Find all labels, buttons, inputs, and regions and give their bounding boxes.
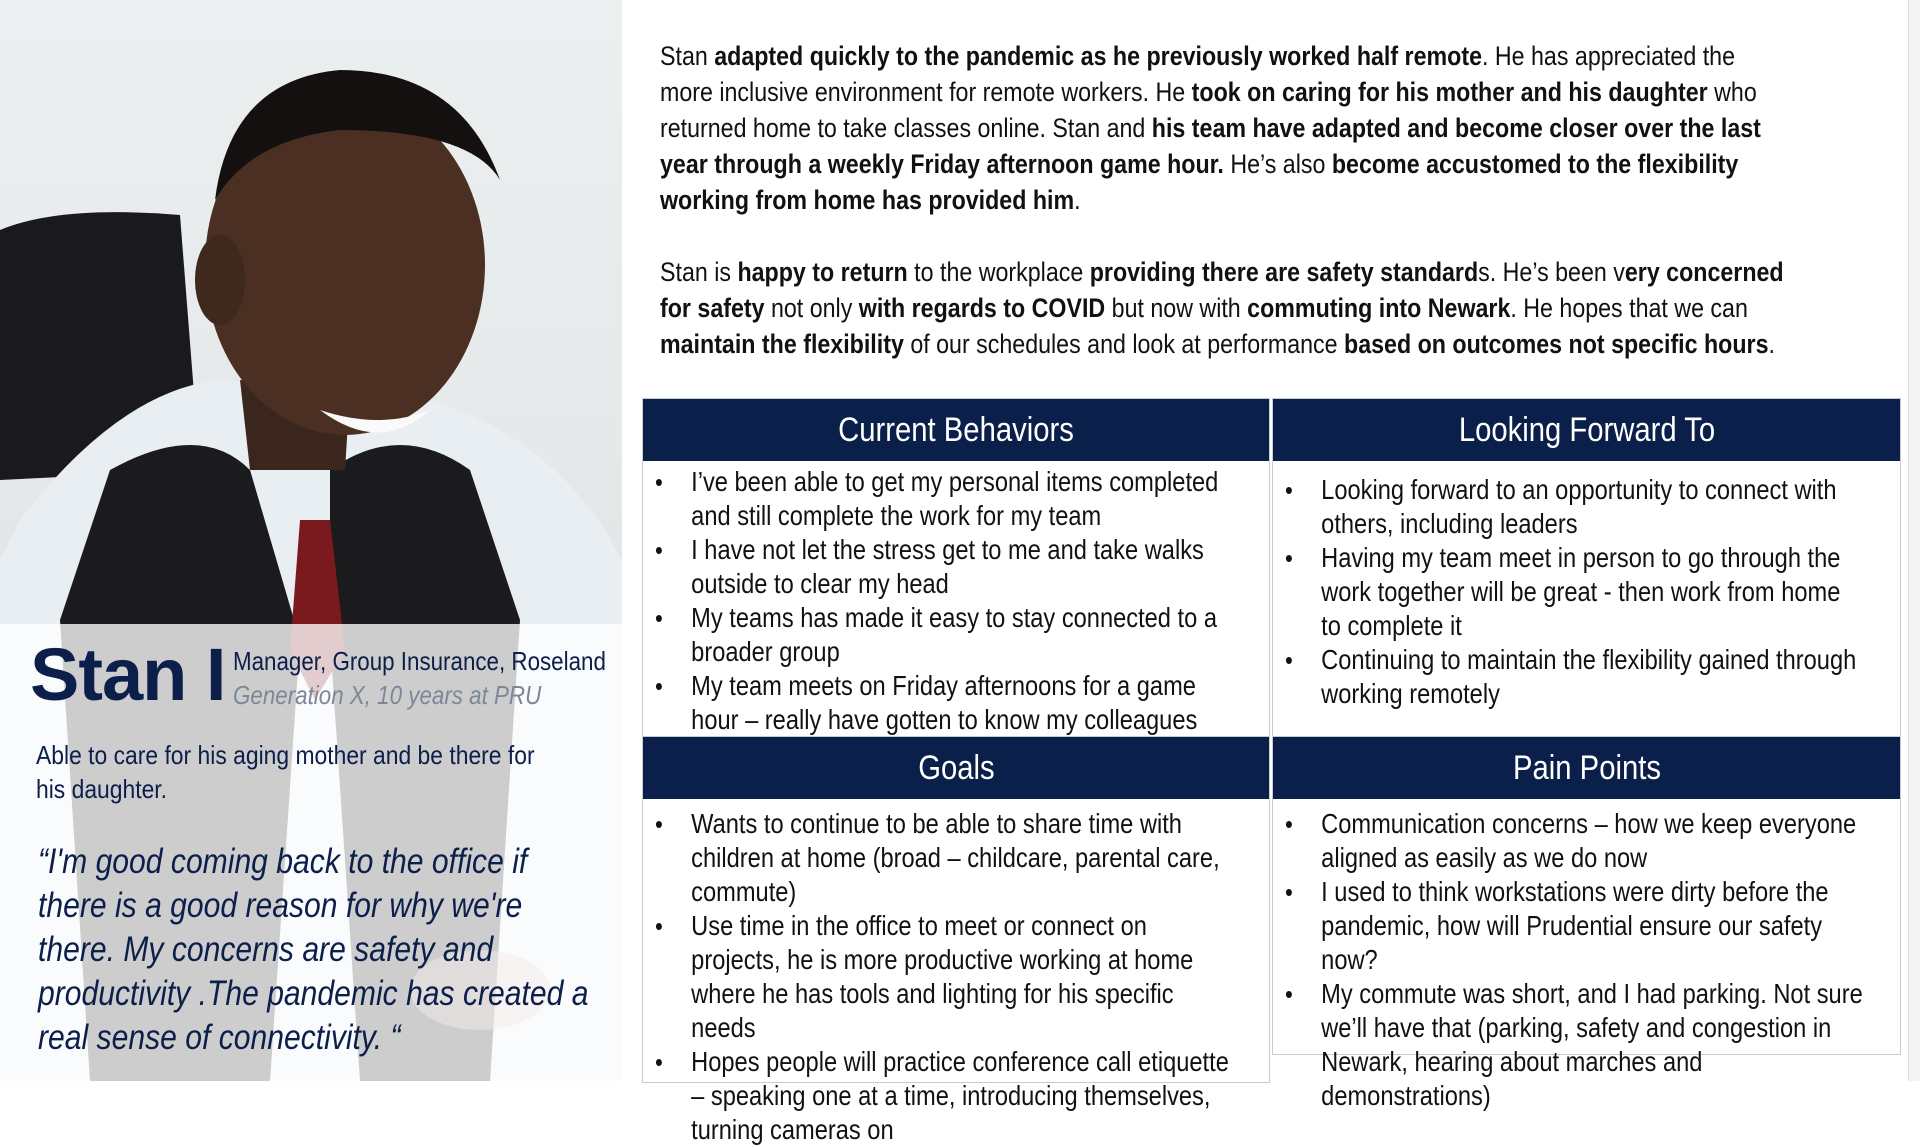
bullet-list	[643, 799, 1236, 1147]
story-text: but now with	[1105, 293, 1248, 323]
story-emphasis: maintain the flexibility	[660, 329, 904, 359]
bullet-item: • Hopes people will practice conference call etiquette – speaking one at a time, introducing themselves, turning cameras on	[643, 1045, 1236, 1147]
goals-section	[642, 736, 1270, 1145]
persona-sections-grid	[642, 398, 1899, 1145]
persona-ability: Able to care for his aging mother and be there for his daughter.	[36, 740, 535, 804]
bullet-list	[643, 461, 1236, 771]
window-scrollbar[interactable]	[1908, 0, 1920, 1081]
looking-forward-section	[1272, 398, 1901, 738]
story-emphasis: his team have adapted and become closer over the last year through a weekly Friday afternoon game hour.	[660, 113, 1761, 179]
persona-generation: Generation X, 10 years at PRU	[233, 680, 542, 710]
bullet-item: • I used to think workstations were dirty before the pandemic, how will Prudential ensure our safety now?	[1273, 875, 1866, 977]
section-header: Looking Forward To	[1273, 399, 1900, 461]
story-text: He’s also	[1223, 149, 1332, 179]
story-emphasis: based on outcomes not specific hours	[1344, 329, 1769, 359]
story-text: .	[1074, 185, 1081, 215]
story-emphasis: ery concerned for safety	[660, 257, 1784, 323]
section-header: Current Behaviors	[643, 399, 1269, 461]
bullet-item: • Use time in the office to meet or connect on projects, he is more productive working at home where he has tools and lighting for his specific needs	[643, 909, 1236, 1045]
persona-role: Manager, Group Insurance, Roseland	[233, 646, 606, 676]
story-text: who returned home to take classes online. Stan and	[660, 77, 1757, 143]
story-emphasis: with regards to COVID	[858, 293, 1106, 323]
bullet-item: • Having my team meet in person to go through the work together will be great - then work from home to complete it	[1273, 541, 1866, 643]
story-emphasis: took on caring for his mother and his daughter	[1191, 77, 1708, 107]
story-emphasis: adapted quickly to the pandemic as he previously worked half remote	[714, 41, 1482, 71]
story-paragraph-1	[660, 38, 1787, 218]
story-text: not only	[764, 293, 859, 323]
section-header: Goals	[643, 737, 1269, 799]
pain-points-section	[1272, 736, 1901, 1111]
story-text: . He has appreciated the more inclusive environment for remote workers. He	[660, 41, 1735, 107]
story-text: . He hopes that we can	[1510, 293, 1748, 323]
story-text: Stan	[660, 41, 715, 71]
bullet-item: • My team meets on Friday afternoons for a game hour – really have gotten to know my colleagues	[643, 669, 1236, 771]
bullet-item: • Communication concerns – how we keep everyone aligned as easily as we do now	[1273, 807, 1866, 875]
story-emphasis: providing there are safety standard	[1089, 257, 1479, 287]
bullet-item: • My teams has made it easy to stay connected to a broader group	[643, 601, 1236, 669]
story-text: .	[1768, 329, 1775, 359]
story-text: Stan is	[660, 257, 738, 287]
bullet-list	[1273, 799, 1866, 1113]
bullet-item: • Wants to continue to be able to share time with children at home (broad – childcare, parental care, commute)	[643, 807, 1236, 909]
bullet-item: • I’ve been able to get my personal items completed and still complete the work for my team	[643, 465, 1236, 533]
story-emphasis: happy to return	[737, 257, 908, 287]
story-text: s. He’s been v	[1478, 257, 1625, 287]
persona-name: Stan I	[30, 633, 226, 716]
story-paragraph-2	[660, 254, 1787, 362]
current-behaviors-section	[642, 398, 1270, 738]
bullet-item: • My commute was short, and I had parking. Not sure we’ll have that (parking, safety and congestion in Newark, hearing about marches and demonstrations)	[1273, 977, 1866, 1113]
story-emphasis: commuting into Newark	[1247, 293, 1511, 323]
section-header: Pain Points	[1273, 737, 1900, 799]
bullet-item: • Continuing to maintain the flexibility gained through working remotely	[1273, 643, 1866, 711]
bullet-list	[1273, 461, 1866, 711]
bullet-item: • I have not let the stress get to me and take walks outside to clear my head	[643, 533, 1236, 601]
persona-story	[660, 38, 1787, 398]
story-text: of our schedules and look at performance	[903, 329, 1345, 359]
bullet-item: • Looking forward to an opportunity to connect with others, including leaders	[1273, 473, 1866, 541]
story-text: to the workplace	[907, 257, 1090, 287]
persona-quote: “I'm good coming back to the office if there is a good reason for why we're there. My concerns are safety and productivity .The pandemic has created a real sense of connectivity. “	[38, 842, 589, 1057]
story-emphasis: become accustomed to the flexibility working from home has provided him	[660, 149, 1739, 215]
